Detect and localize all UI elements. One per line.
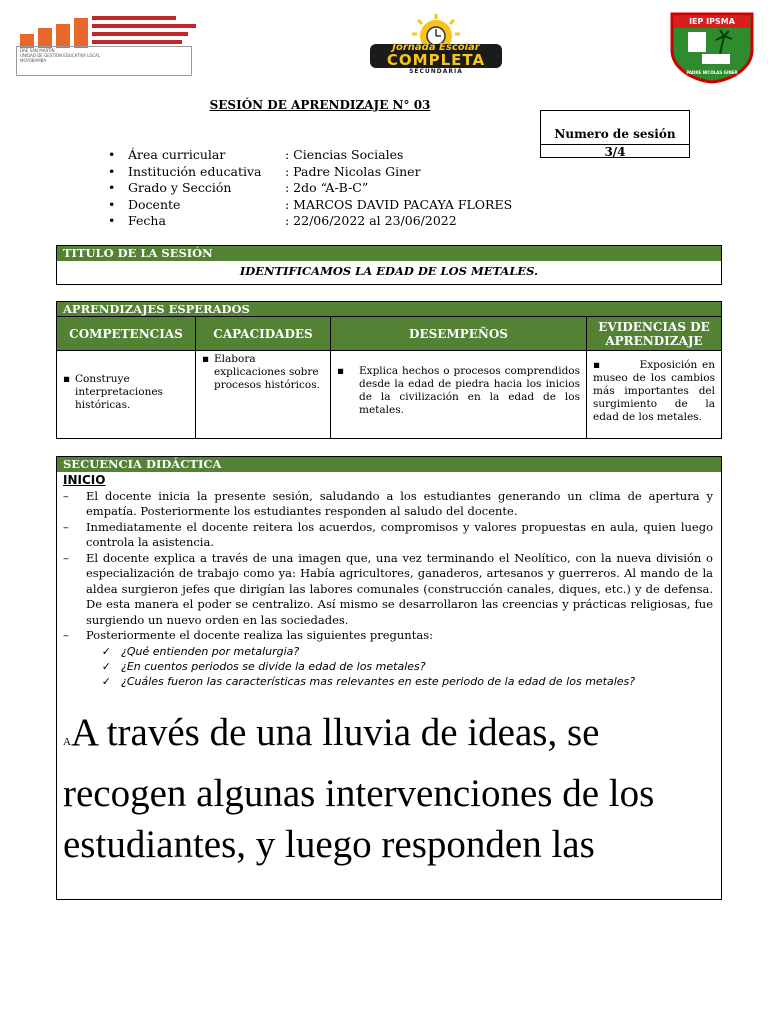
- info-row: • Grado y Sección : 2do “A-B-C”: [108, 180, 369, 195]
- competencia-text: Construye interpretaciones históricas.: [75, 373, 163, 411]
- capacidad-cell: ▪ Elabora explicaciones sobre procesos históricos.: [196, 350, 331, 438]
- inicio-heading: INICIO: [63, 473, 106, 487]
- info-row: • Fecha : 22/06/2022 al 23/06/2022: [108, 213, 457, 228]
- learning-outcomes-table: [56, 301, 722, 439]
- evidencia-text: Exposición en museo de los cambios más importantes del surgimiento de la edad de los metales.: [593, 359, 715, 423]
- jornada-escolar-logo: [356, 14, 516, 76]
- session-number-label: Numero de sesión: [554, 127, 676, 141]
- info-row: • Institución educativa : Padre Nicolas Giner: [108, 163, 421, 179]
- logo-line2: COMPLETA: [386, 51, 486, 69]
- ugel-logo-caption: DRE SAN MARTIN UNIDAD DE GESTIÓN EDUCATIVA LOCAL MOYOBAMBA: [16, 46, 192, 76]
- check-icon: ✓: [101, 674, 111, 688]
- competencia-cell: ▪ Construye interpretaciones históricas.: [57, 350, 196, 438]
- capacidad-text: Elabora explicaciones sobre procesos históricos.: [214, 353, 320, 391]
- session-number-box: [540, 110, 690, 158]
- session-title-table: [56, 245, 722, 285]
- learning-outcomes-header: APRENDIZAJES ESPERADOS: [57, 302, 721, 317]
- sequence-item: – El docente explica a través de una imagen que, una vez terminando el Neolítico, con la nueva división o especialización de trabajo como ya: Había agricultores, ganaderos, artesanos y guerreros. Al mando de la aldea surgieron jefes que dirigían las labores comunales (construcción canales, diques, etc.) y de defensa. De esta manera el poder se centralizo. Así mismo se desarrollaron las creencias y prácticas religiosas, fue surgiendo un nuevo orden en las sociedades.: [63, 550, 713, 627]
- info-row: • Área curricular : Ciencias Sociales: [108, 147, 404, 162]
- check-icon: ✓: [101, 644, 111, 658]
- col-desempenos: DESEMPEÑOS: [331, 317, 587, 350]
- brainstorm-prefix: A: [63, 736, 71, 748]
- desempeno-cell: ▪ Explica hechos o procesos comprendidos desde la edad de piedra hacia los inicios de la civilización en la edad de los metales.: [331, 350, 587, 438]
- brainstorm-text-2: estudiantes, y luego responden las: [63, 823, 595, 866]
- sequence-item: – Posteriormente el docente realiza las siguientes preguntas:: [63, 628, 433, 642]
- session-info-list: [108, 147, 512, 230]
- brainstorm-text: A través de una lluvia de ideas, se recogen algunas intervenciones de los: [63, 711, 655, 815]
- sequence-item: – Inmediatamente el docente reitera los acuerdos, compromisos y valores propuestas en aula, quien luego controla la asistencia.: [63, 519, 713, 549]
- didactic-sequence-table: [56, 456, 722, 900]
- col-evidencias: EVIDENCIAS DE APRENDIZAJE: [587, 317, 721, 350]
- session-title-header: TITULO DE LA SESIÓN: [57, 246, 721, 261]
- col-competencias: COMPETENCIAS: [57, 317, 196, 350]
- ugel-logo: [16, 12, 194, 66]
- info-row: • Docente : MARCOS DAVID PACAYA FLORES: [108, 196, 513, 212]
- evidencia-cell: ▪ Exposición en museo de los cambios más importantes del surgimiento de la edad de los metales.: [587, 350, 721, 438]
- col-capacidades: CAPACIDADES: [196, 317, 331, 350]
- question-item: ✓ ¿En cuentos periodos se divide la edad de los metales?: [63, 659, 713, 674]
- didactic-sequence-header: SECUENCIA DIDÁCTICA: [57, 457, 721, 472]
- question-item: ✓ ¿Cuáles fueron las características mas relevantes en este periodo de la edad de los metales?: [63, 674, 713, 689]
- session-number-value: 3/4: [604, 145, 626, 159]
- logo-line1: Jornada Escolar: [392, 42, 480, 53]
- session-title-text: IDENTIFICAMOS LA EDAD DE LOS METALES.: [239, 264, 539, 278]
- school-shield-logo: [666, 10, 758, 84]
- question-item: ✓ ¿Qué entienden por metalurgia?: [63, 644, 713, 659]
- desempeno-text: Explica hechos o procesos comprendidos desde la edad de piedra hacia los inicios de la civilización en la edad de los metales.: [359, 365, 580, 416]
- check-icon: ✓: [101, 659, 111, 673]
- brainstorm-paragraph: [63, 707, 723, 870]
- page-title: SESIÓN DE APRENDIZAJE N° 03: [209, 98, 431, 112]
- shield-acronym: IEP IPSMA: [689, 17, 735, 26]
- sequence-item: – El docente inicia la presente sesión, saludando a los estudiantes generando un clima de apertura y empatía. Posteriormente los estudiantes responden al saludo del docente.: [63, 488, 713, 518]
- logo-line3: SECUNDARIA: [409, 68, 463, 75]
- shield-caption: PADRE NICOLAS GINER: [686, 70, 738, 75]
